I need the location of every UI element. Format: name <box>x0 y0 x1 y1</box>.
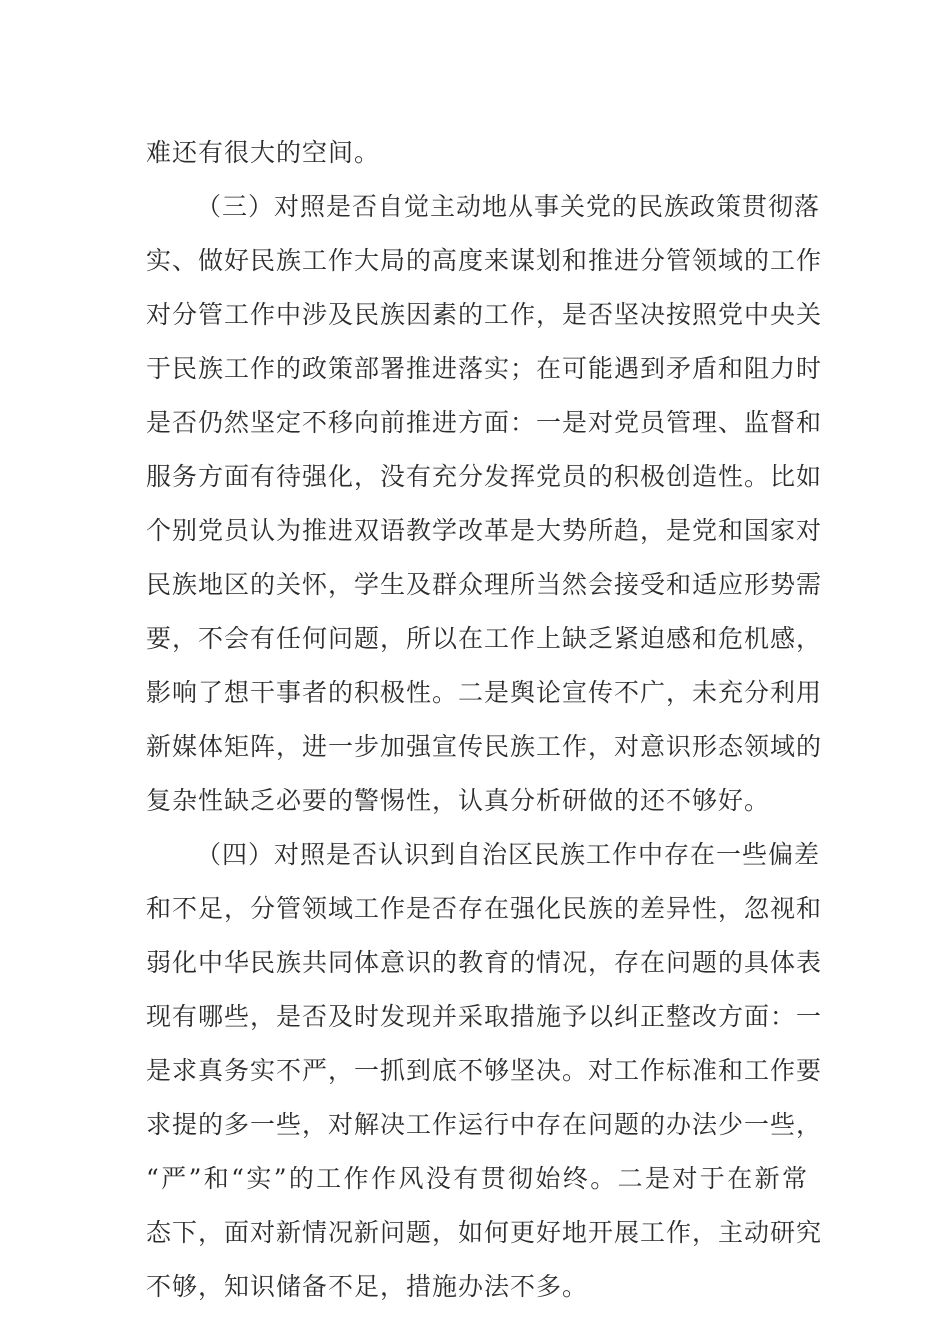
section-heading-line: （四）对照是否认识到自治区民族工作中存在一些偏差 <box>196 840 821 869</box>
text-line: 民族地区的关怀，学生及群众理所当然会接受和适应形势需 <box>146 570 823 599</box>
text-line: 弱化中华民族共同体意识的教育的情况，存在问题的具体表 <box>146 948 823 977</box>
text-line: 和不足，分管领域工作是否存在强化民族的差异性，忽视和 <box>146 894 823 923</box>
text-line: “严”和“实”的工作作风没有贯彻始终。二是对于在新常 <box>146 1164 808 1193</box>
text-line: 态下，面对新情况新问题，如何更好地开展工作，主动研究 <box>146 1218 823 1247</box>
text-line: 于民族工作的政策部署推进落实；在可能遇到矛盾和阻力时 <box>146 354 823 383</box>
text-line: 复杂性缺乏必要的警惕性，认真分析研做的还不够好。 <box>146 786 771 815</box>
text-line: 实、做好民族工作大局的高度来谋划和推进分管领域的工作 <box>146 246 823 275</box>
text-line: 是否仍然坚定不移向前推进方面：一是对党员管理、监督和 <box>146 408 823 437</box>
text-line: 求提的多一些，对解决工作运行中存在问题的办法少一些， <box>146 1110 823 1139</box>
text-line: 影响了想干事者的积极性。二是舆论宣传不广，未充分利用 <box>146 678 823 707</box>
text-line: 难还有很大的空间。 <box>146 138 381 167</box>
section-heading-line: （三）对照是否自觉主动地从事关党的民族政策贯彻落 <box>196 192 821 221</box>
text-line: 服务方面有待强化，没有充分发挥党员的积极创造性。比如 <box>146 462 823 491</box>
text-line: 新媒体矩阵，进一步加强宣传民族工作，对意识形态领域的 <box>146 732 823 761</box>
text-line: 对分管工作中涉及民族因素的工作，是否坚决按照党中央关 <box>146 300 823 329</box>
text-line: 现有哪些，是否及时发现并采取措施予以纠正整改方面：一 <box>146 1002 823 1031</box>
text-line: 要，不会有任何问题，所以在工作上缺乏紧迫感和危机感， <box>146 624 823 653</box>
text-line: 个别党员认为推进双语教学改革是大势所趋，是党和国家对 <box>146 516 823 545</box>
text-line: 不够，知识储备不足，措施办法不多。 <box>146 1272 589 1301</box>
text-line: 是求真务实不严，一抓到底不够坚决。对工作标准和工作要 <box>146 1056 823 1085</box>
